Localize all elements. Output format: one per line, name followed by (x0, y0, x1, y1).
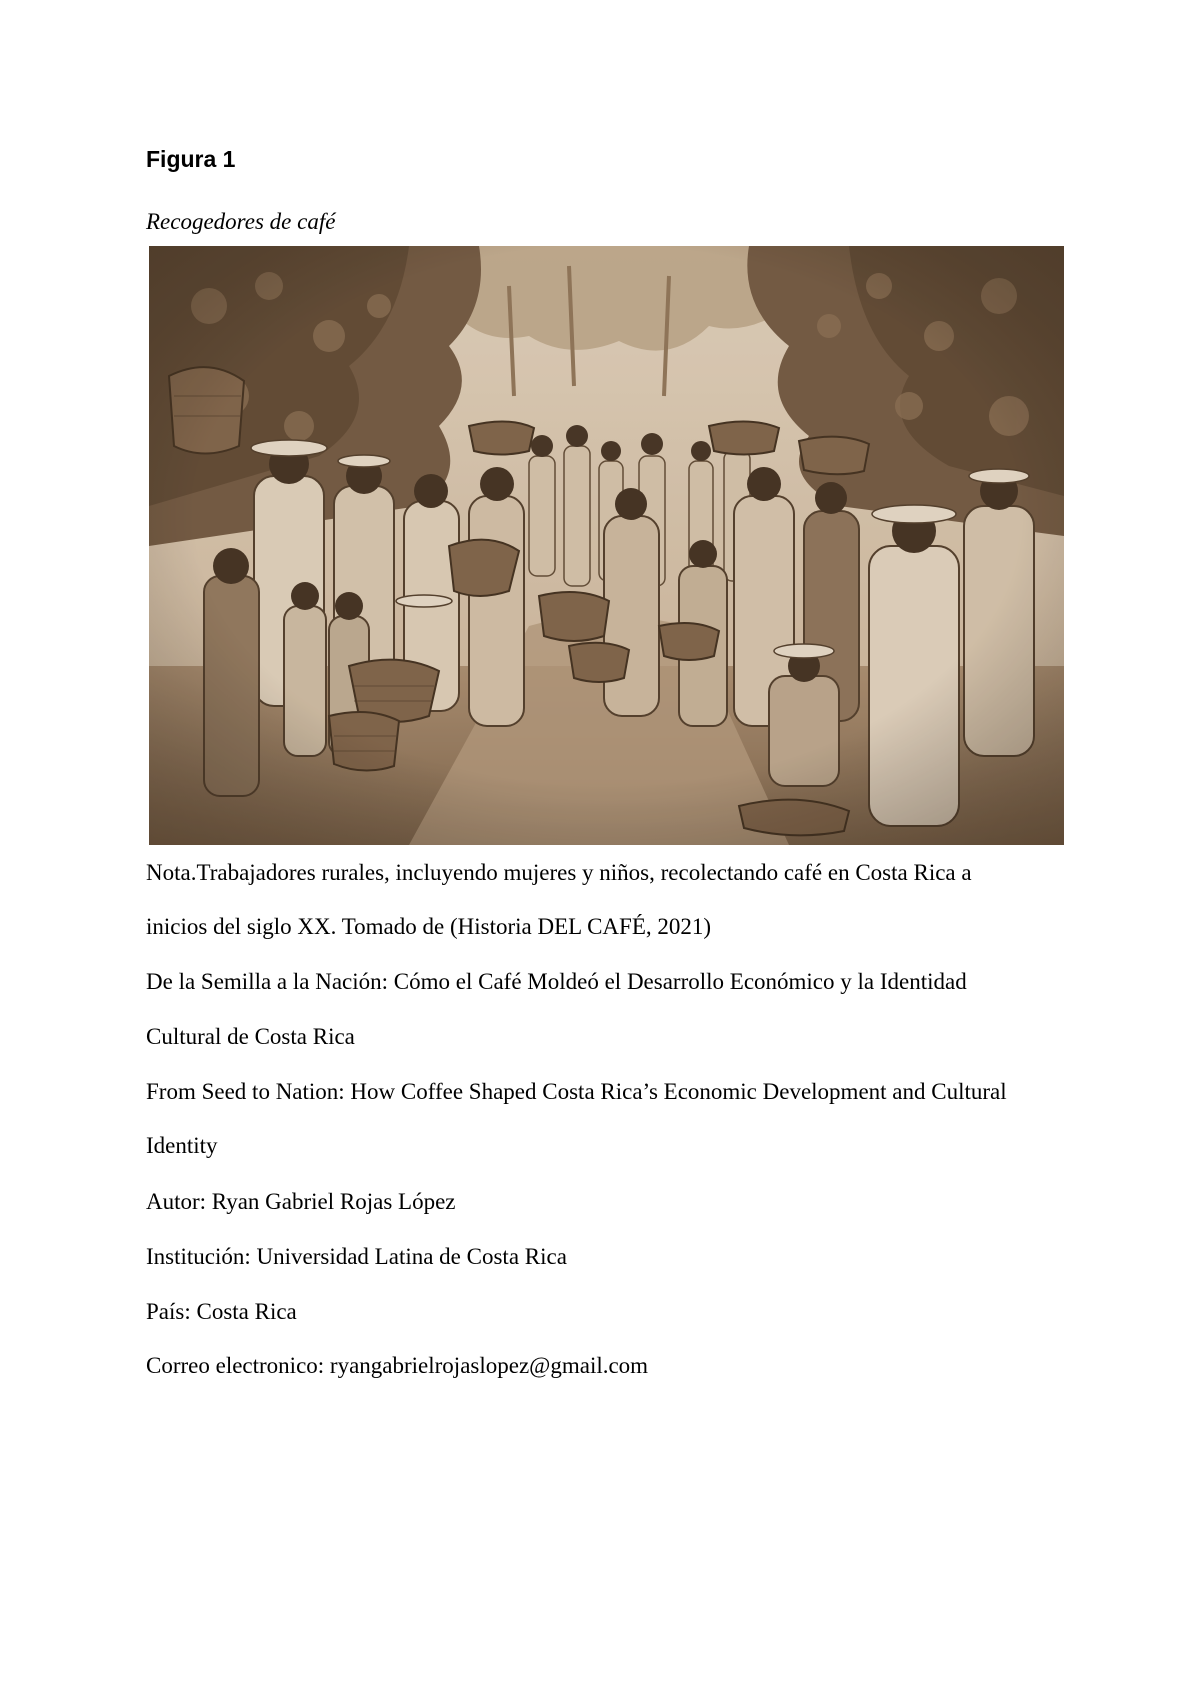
english-title-line-1: From Seed to Nation: How Coffee Shaped Costa Rica’s Economic Development and Cultural (146, 1079, 1007, 1104)
figure-label: Figura 1 (146, 146, 236, 172)
note-line-1: Nota.Trabajadores rurales, incluyendo mujeres y niños, recolectando café en Costa Rica a (146, 860, 972, 885)
english-title-line-2: Identity (146, 1133, 218, 1158)
note-line-2: inicios del siglo XX. Tomado de (Historia DEL CAFÉ, 2021) (146, 914, 712, 939)
spanish-title-line-1: De la Semilla a la Nación: Cómo el Café Moldeó el Desarrollo Económico y la Identidad (146, 969, 967, 994)
coffee-pickers-photo (149, 246, 1064, 845)
spanish-title-line-2: Cultural de Costa Rica (146, 1024, 355, 1049)
author-line: Autor: Ryan Gabriel Rojas López (146, 1189, 456, 1214)
figure-title: Recogedores de café (146, 209, 336, 234)
email-line: Correo electronico: ryangabrielrojaslopez@gmail.com (146, 1353, 649, 1378)
country-line: País: Costa Rica (146, 1299, 297, 1324)
institution-line: Institución: Universidad Latina de Costa Rica (146, 1244, 567, 1269)
